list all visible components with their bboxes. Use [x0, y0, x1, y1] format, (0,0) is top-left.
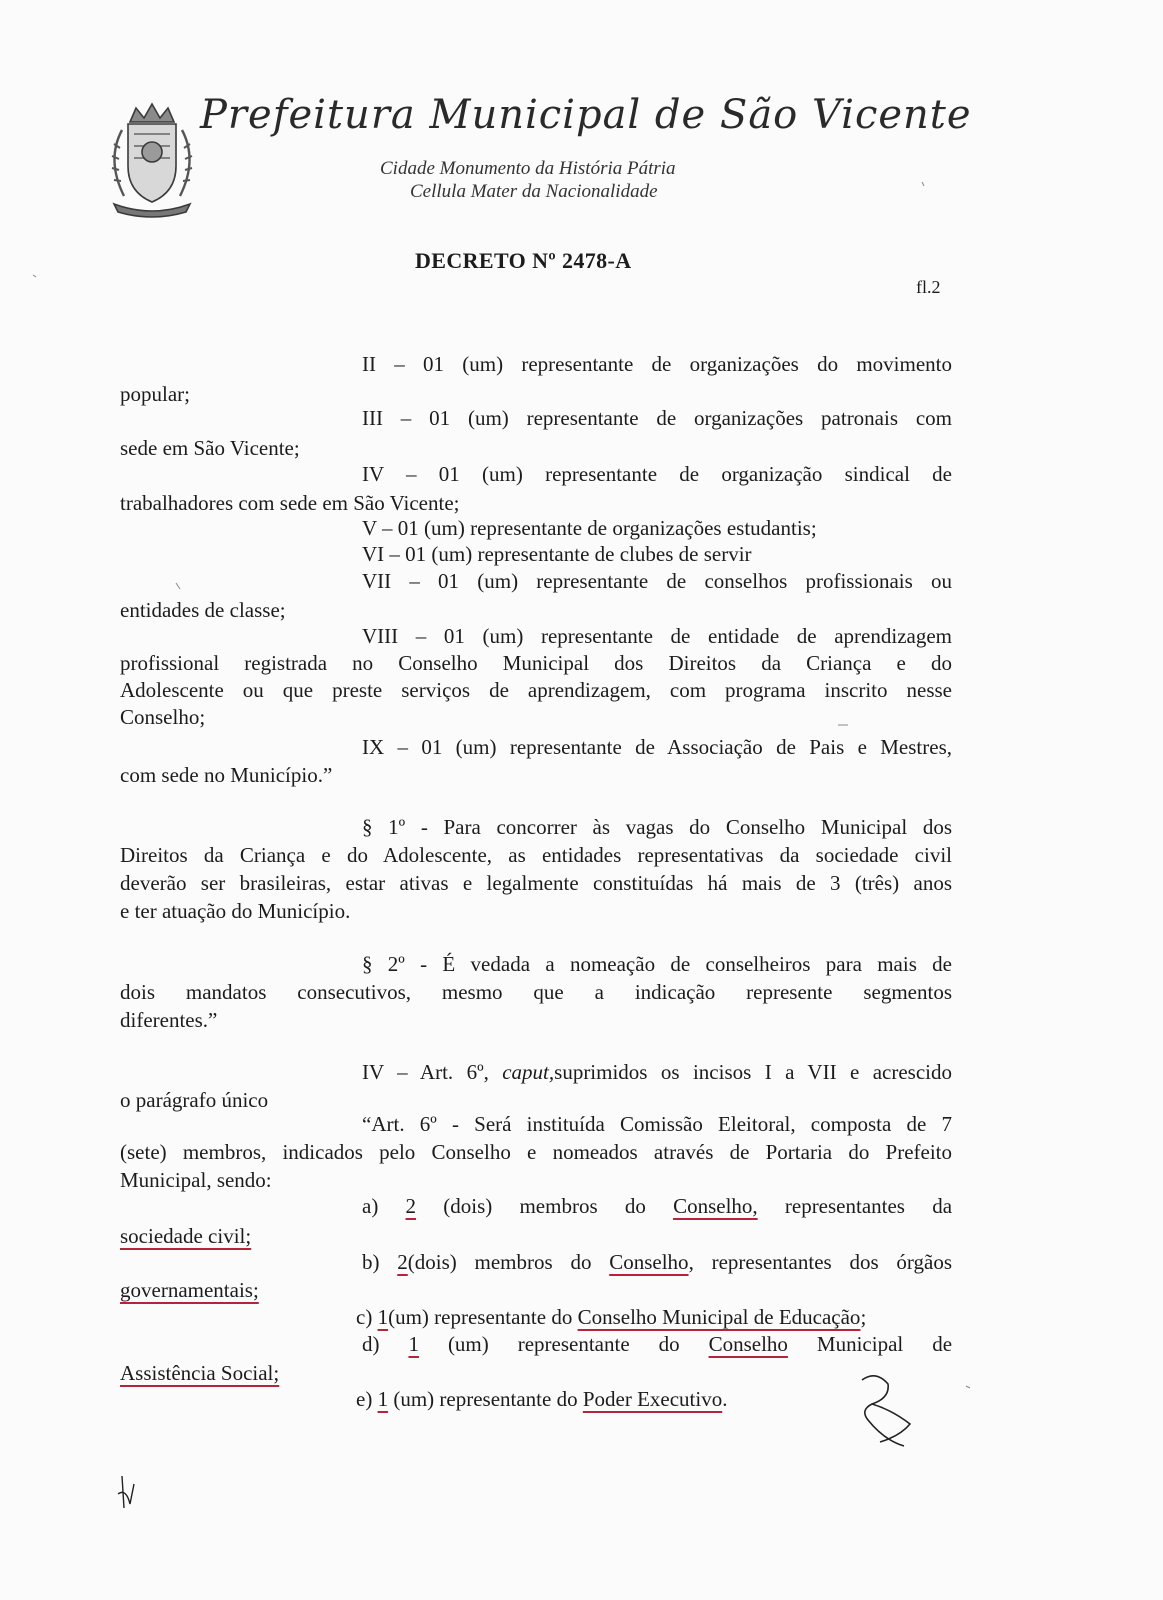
member-d-text2: Municipal de	[816, 1332, 953, 1356]
paragraph1-line2: Direitos da Criança e do Adolescente, as entidades representativas da sociedade civil	[120, 843, 952, 867]
member-c-org: Conselho Municipal de Educação	[577, 1305, 861, 1329]
member-b-org: Conselho	[609, 1250, 689, 1274]
member-e-text2: .	[722, 1387, 728, 1411]
member-c-prefix: c)	[356, 1305, 373, 1329]
initials-bottom-left-signature	[118, 1476, 134, 1508]
paragraph2-line1: § 2º - É vedada a nomeação de conselheiros para mais de	[362, 952, 952, 976]
item-viii-line1: VIII – 01 (um) representante de entidade de aprendizagem	[362, 624, 952, 648]
paragraph2-line2: dois mandatos consecutivos, mesmo que a indicação represente segmentos	[120, 980, 952, 1004]
member-b-text1: (dois) membros do	[407, 1250, 592, 1274]
member-e-org: Poder Executivo	[582, 1387, 723, 1411]
item-viii-line4: Conselho;	[120, 705, 206, 729]
art6-line1-italic: caput,	[502, 1060, 555, 1084]
member-b-number: 2	[397, 1250, 408, 1274]
art6-line1-prefix: IV – Art. 6º,	[362, 1060, 503, 1084]
member-c-text2: ;	[860, 1305, 867, 1329]
initials-right-signature	[862, 1376, 910, 1446]
member-c-number: 1	[377, 1305, 389, 1329]
paragraph1-line4: e ter atuação do Município.	[120, 899, 351, 923]
scan-specks	[33, 182, 970, 1388]
item-iv-line2: trabalhadores com sede em São Vicente;	[120, 491, 460, 515]
member-d-text1: (um) representante do	[447, 1332, 680, 1356]
member-d-prefix: d)	[362, 1332, 380, 1356]
member-e-number: 1	[377, 1387, 389, 1411]
item-ii-line1: II – 01 (um) representante de organizações do movimento	[362, 352, 952, 376]
letterhead-motto-line1: Cidade Monumento da História Pátria	[380, 158, 676, 179]
member-a-text1: (dois) membros do	[443, 1194, 646, 1218]
member-a-prefix: a)	[362, 1194, 379, 1218]
paragraph2-line3: diferentes.”	[120, 1008, 218, 1032]
art6-line5: Municipal, sendo:	[120, 1168, 272, 1192]
member-b-text2: , representantes dos órgãos	[688, 1250, 952, 1274]
item-iii-line1: III – 01 (um) representante de organizações patronais com	[362, 406, 952, 430]
member-d-number: 1	[408, 1332, 419, 1356]
item-ix-line2: com sede no Município.”	[120, 763, 333, 787]
member-d-org: Conselho	[708, 1332, 788, 1356]
art6-line3: “Art. 6º - Será instituída Comissão Eleitoral, composta de 7	[362, 1112, 952, 1136]
paragraph1-line3: deverão ser brasileiras, estar ativas e legalmente constituídas há mais de 3 (três) anos	[120, 871, 952, 895]
member-a-number: 2	[405, 1194, 417, 1218]
art6-line1-suffix: suprimidos os incisos I a VII e acrescido	[554, 1060, 952, 1084]
member-e-text1: (um) representante do	[393, 1387, 578, 1411]
item-ix-line1: IX – 01 (um) representante de Associação de Pais e Mestres,	[362, 735, 952, 759]
member-e-prefix: e)	[356, 1387, 373, 1411]
item-ii-line2: popular;	[120, 382, 190, 406]
letterhead-title: Prefeitura Municipal de São Vicente	[200, 92, 972, 138]
member-a-org: Conselho,	[673, 1194, 758, 1218]
member-a-line2: sociedade civil;	[120, 1224, 252, 1248]
item-iv-line1: IV – 01 (um) representante de organização sindical de	[362, 462, 952, 486]
item-viii-line3: Adolescente ou que preste serviços de aprendizagem, com programa inscrito nesse	[120, 678, 952, 702]
member-b-prefix: b)	[362, 1250, 380, 1274]
member-a-text2: representantes da	[784, 1194, 953, 1218]
item-vii-line1: VII – 01 (um) representante de conselhos profissionais ou	[362, 569, 952, 593]
member-d-line2: Assistência Social;	[120, 1361, 280, 1385]
letterhead-motto-line2: Cellula Mater da Nacionalidade	[410, 181, 658, 202]
item-vi: VI – 01 (um) representante de clubes de servir	[362, 542, 752, 566]
item-vii-line2: entidades de classe;	[120, 598, 286, 622]
item-viii-line2: profissional registrada no Conselho Municipal dos Direitos da Criança e do	[120, 651, 952, 675]
item-iii-line2: sede em São Vicente;	[120, 436, 300, 460]
member-b-line2: governamentais;	[120, 1278, 259, 1302]
decree-title: DECRETO Nº 2478-A	[415, 248, 632, 273]
art6-line2: o parágrafo único	[120, 1088, 269, 1112]
member-c-text1: (um) representante do	[388, 1305, 573, 1329]
art6-line4: (sete) membros, indicados pelo Conselho e nomeados através de Portaria do Prefeito	[120, 1140, 952, 1164]
sheet-number: fl.2	[916, 277, 941, 297]
item-v: V – 01 (um) representante de organizações estudantis;	[362, 516, 817, 540]
paragraph1-line1: § 1º - Para concorrer às vagas do Conselho Municipal dos	[362, 815, 952, 839]
